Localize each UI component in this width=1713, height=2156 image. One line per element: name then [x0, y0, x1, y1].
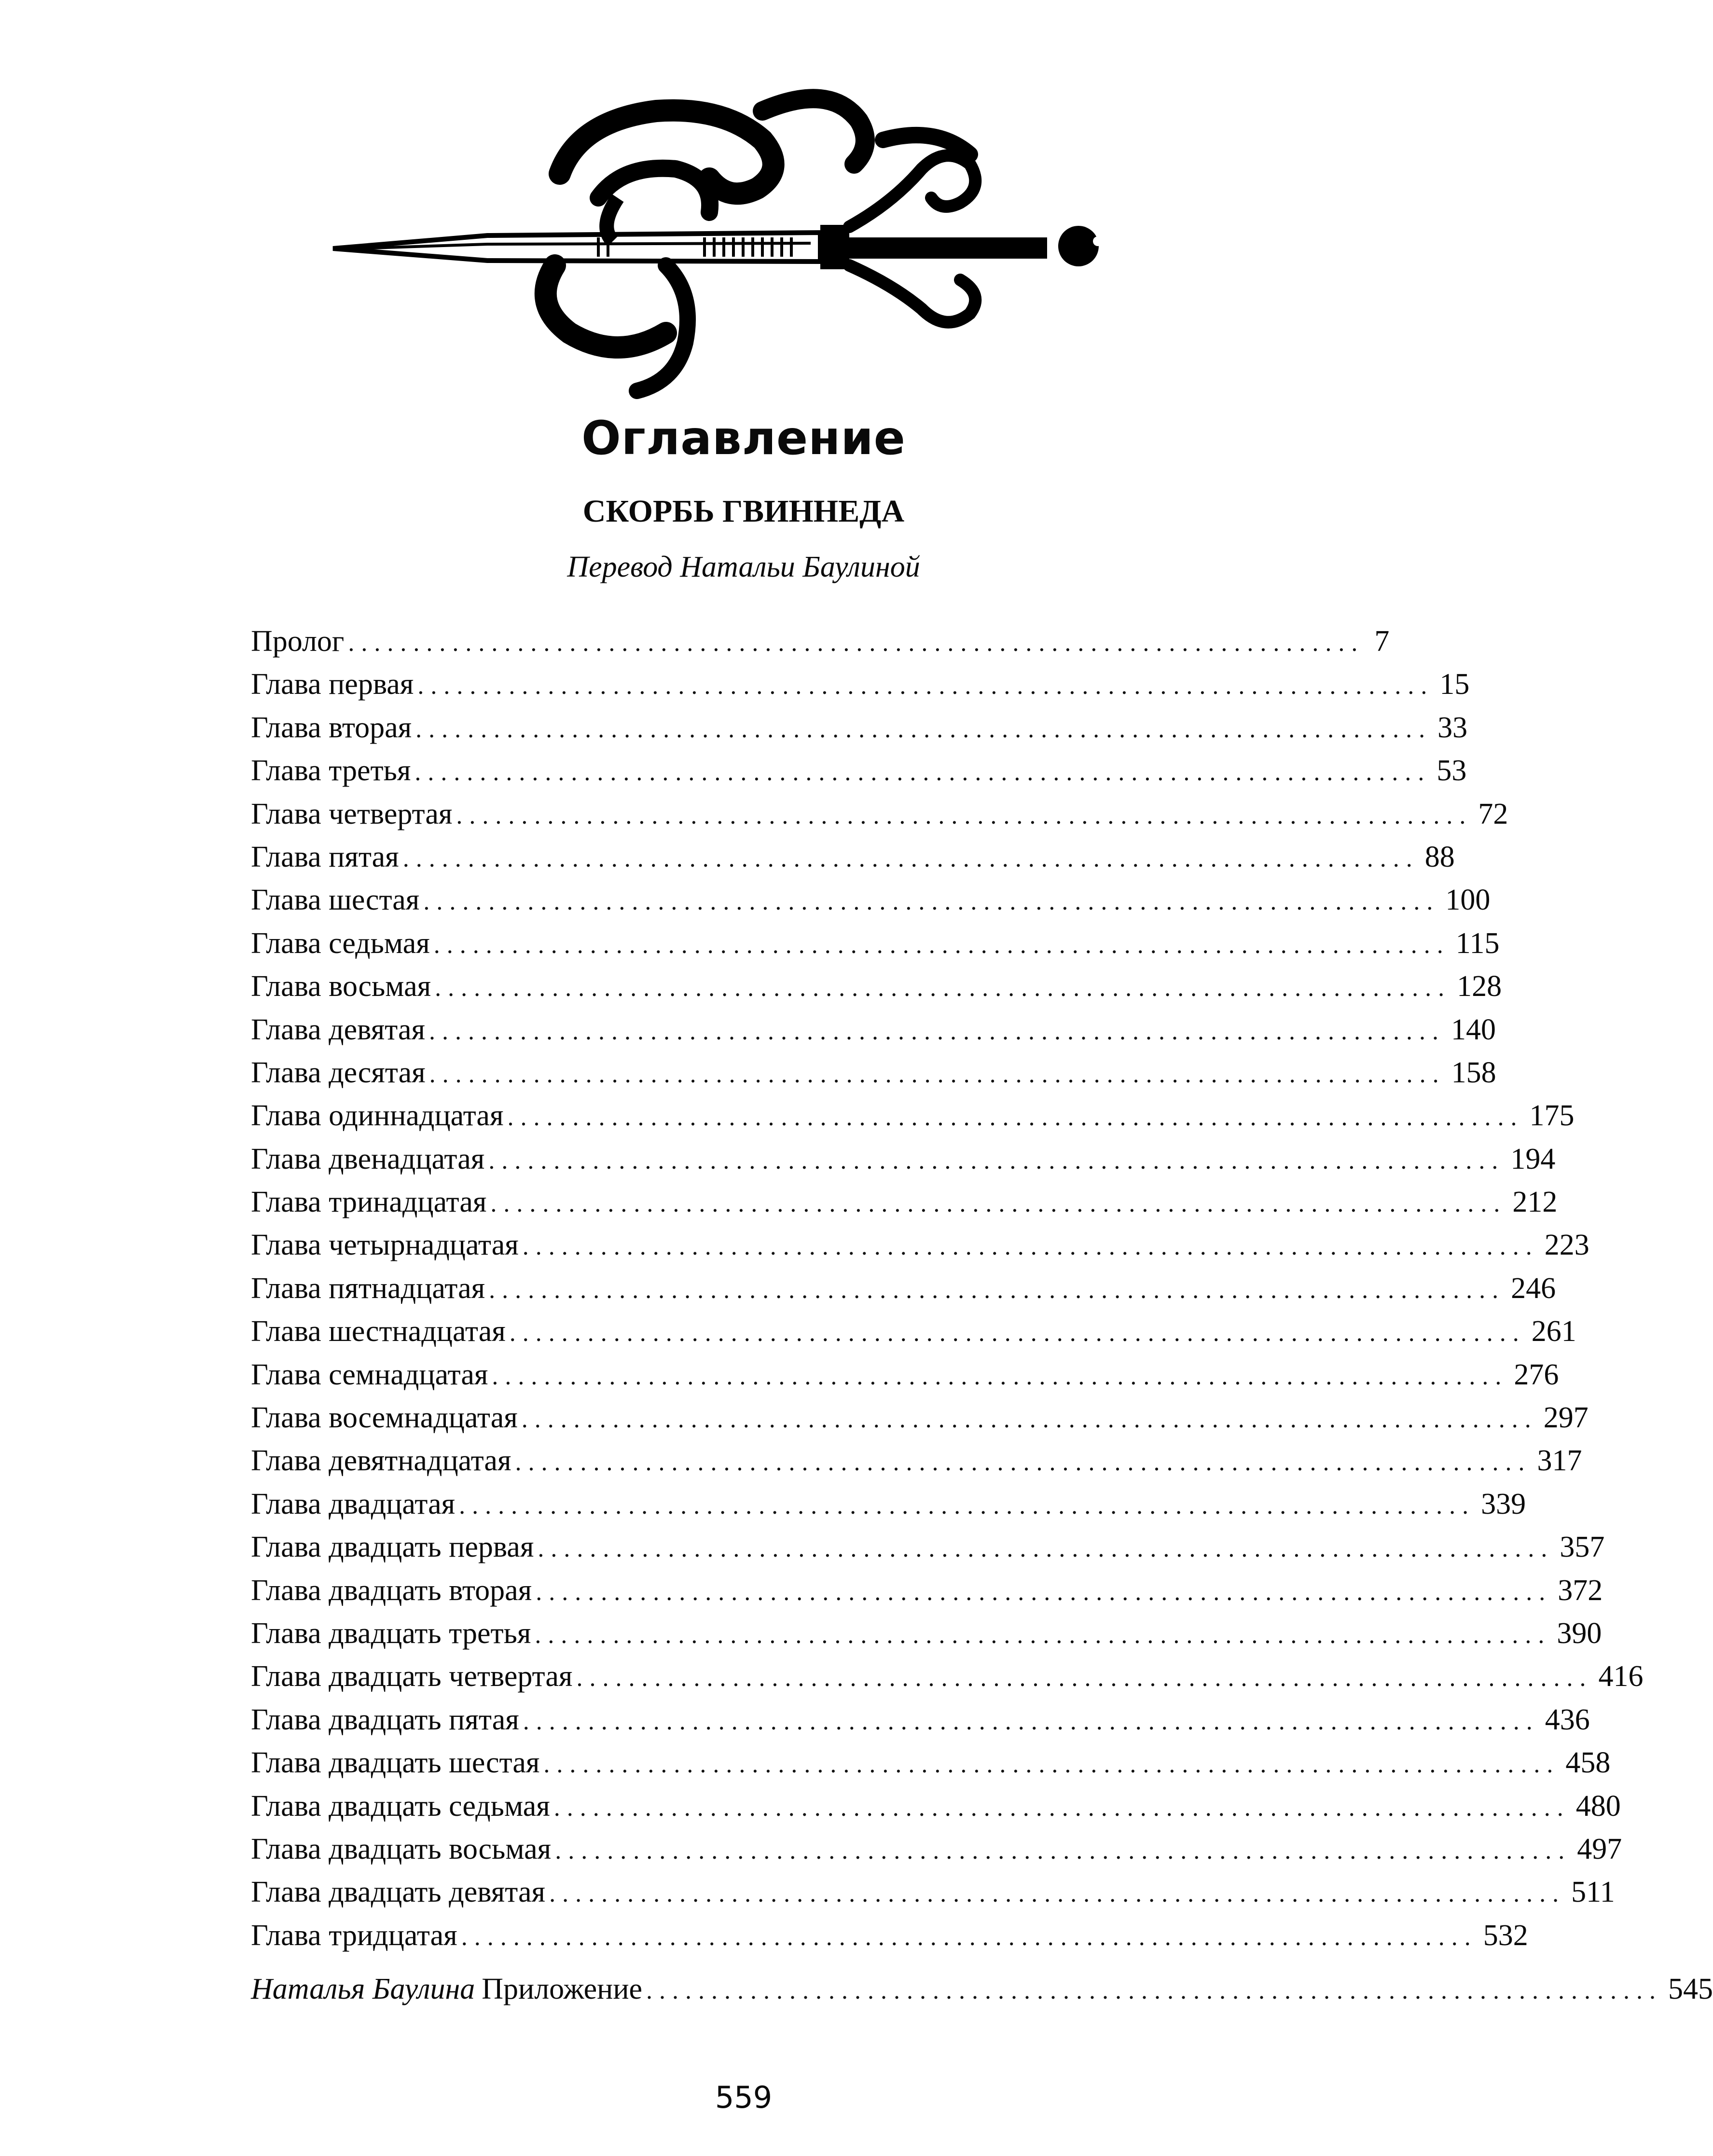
dot-leader: .............................................................................. — [348, 629, 1365, 657]
toc-entry-appendix[interactable] — [251, 1968, 1713, 2011]
toc-entry[interactable] — [251, 1138, 1556, 1181]
toc-entry-page: 100 — [1445, 884, 1491, 917]
toc-entry[interactable] — [251, 1871, 1615, 1914]
toc-entry[interactable] — [251, 965, 1502, 1008]
toc-entry[interactable] — [251, 749, 1467, 792]
toc-entry-label: Глава одиннадцатая — [251, 1099, 504, 1133]
dot-leader: .............................................................................. — [553, 1794, 1570, 1822]
dot-leader: .............................................................................. — [429, 1017, 1446, 1045]
toc-entry[interactable] — [251, 1310, 1576, 1353]
toc-entry[interactable] — [251, 1741, 1611, 1784]
toc-entry-page: 511 — [1571, 1876, 1615, 1909]
dot-leader: .............................................................................. — [489, 1276, 1506, 1304]
toc-entry[interactable] — [251, 1699, 1590, 1741]
toc-entry-page: 261 — [1531, 1315, 1576, 1348]
dot-leader: .............................................................................. — [543, 1751, 1560, 1779]
toc-entry-label: Глава тридцатая — [251, 1919, 457, 1952]
dot-leader: .............................................................................. — [433, 931, 1450, 959]
toc-entry[interactable] — [251, 1612, 1602, 1655]
toc-entry-page: 246 — [1511, 1271, 1556, 1305]
toc-entry-label: Глава третья — [251, 754, 411, 788]
toc-entry-page: 416 — [1598, 1660, 1644, 1693]
toc-entry-label: Глава четырнадцатая — [251, 1229, 519, 1262]
page-number: 559 — [715, 2080, 773, 2115]
toc-entry-label: Глава двадцать третья — [251, 1617, 531, 1650]
dot-leader: .............................................................................. — [456, 802, 1473, 829]
toc-entry-label: Глава пятая — [251, 840, 399, 873]
toc-entry-label: Глава восьмая — [251, 970, 431, 1003]
dot-leader: .............................................................................. — [461, 1923, 1478, 1951]
dot-leader: .............................................................................. — [402, 844, 1419, 872]
toc-entry-label: Глава девятнадцатая — [251, 1444, 511, 1478]
toc-entry[interactable] — [251, 1483, 1526, 1526]
dot-leader: .............................................................................. — [538, 1535, 1554, 1563]
sword-with-swirls-icon — [328, 82, 1158, 420]
dot-leader: .............................................................................. — [490, 1190, 1507, 1218]
toc-entry-label: Глава двенадцатая — [251, 1142, 485, 1175]
toc-entry-page: 212 — [1512, 1186, 1558, 1219]
toc-entry-label: Глава двадцать вторая — [251, 1574, 532, 1607]
toc-entry-page: 15 — [1439, 668, 1470, 701]
toc-entry[interactable] — [251, 1785, 1621, 1828]
toc-entry[interactable] — [251, 1439, 1582, 1482]
toc-entry[interactable] — [251, 836, 1455, 879]
dot-leader: .............................................................................. — [515, 1449, 1532, 1477]
toc-entry[interactable] — [251, 1396, 1589, 1439]
toc-entry-label: Глава двадцать девятая — [251, 1876, 546, 1909]
toc-entry[interactable] — [251, 706, 1468, 749]
toc-entry[interactable] — [251, 1094, 1575, 1137]
dot-leader: .............................................................................. — [549, 1880, 1566, 1908]
toc-entry-label: Глава двадцать восьмая — [251, 1832, 552, 1866]
book-title: СКОРБЬ ГВИННЕДА — [582, 494, 905, 529]
toc-entry-page: 339 — [1481, 1487, 1526, 1520]
dot-leader: .............................................................................. — [415, 715, 1432, 743]
dot-leader: .............................................................................. — [423, 888, 1440, 916]
toc-entry[interactable] — [251, 1051, 1496, 1094]
dot-leader: .............................................................................. — [521, 1406, 1538, 1434]
toc-entry[interactable] — [251, 1569, 1603, 1612]
toc-entry-page: 436 — [1545, 1703, 1590, 1736]
appendix-author: Наталья Баулина — [251, 1973, 475, 2006]
toc-entry-page: 357 — [1560, 1531, 1605, 1564]
toc-entry-page: 223 — [1544, 1229, 1589, 1262]
toc-entry-label: Глава пятнадцатая — [251, 1271, 485, 1305]
toc-entry-label: Глава восемнадцатая — [251, 1401, 518, 1435]
toc-entry[interactable] — [251, 1655, 1644, 1698]
toc-entry-label: Глава первая — [251, 668, 414, 701]
dot-leader: .............................................................................. — [429, 1060, 1446, 1088]
toc-entry-page: 53 — [1437, 754, 1467, 788]
toc-entry[interactable] — [251, 663, 1470, 706]
toc-entry-label: Глава двадцатая — [251, 1487, 456, 1520]
dot-leader: .............................................................................. — [509, 1319, 1526, 1347]
toc-entry-page: 140 — [1451, 1013, 1496, 1046]
toc-entry-label: Глава тринадцатая — [251, 1186, 487, 1219]
toc-entry-page: 276 — [1514, 1358, 1559, 1391]
dot-leader: .............................................................................. — [414, 759, 1431, 787]
dot-leader: .............................................................................. — [435, 974, 1451, 1002]
toc-entry-page: 390 — [1557, 1617, 1602, 1650]
toc-entry-label: Глава четвертая — [251, 797, 453, 830]
toc-entry[interactable] — [251, 1009, 1496, 1051]
dot-leader: .............................................................................. — [459, 1492, 1476, 1520]
toc-entry[interactable] — [251, 793, 1508, 836]
toc-entry-page: 372 — [1558, 1574, 1603, 1607]
dot-leader: .............................................................................. — [646, 1977, 1663, 2005]
toc-entry-page: 297 — [1543, 1401, 1589, 1435]
toc-entry-page: 497 — [1577, 1832, 1622, 1866]
toc-entry[interactable] — [251, 1914, 1528, 1957]
toc-entry-label: Глава двадцать первая — [251, 1531, 534, 1564]
dot-leader: .............................................................................. — [576, 1664, 1593, 1692]
toc-entry[interactable] — [251, 879, 1491, 922]
toc-entry[interactable] — [251, 1526, 1605, 1569]
appendix-label: Приложение — [482, 1973, 643, 2006]
dot-leader: .............................................................................. — [417, 672, 1434, 700]
dot-leader: .............................................................................. — [555, 1837, 1572, 1865]
toc-entry-label: Глава седьмая — [251, 926, 430, 960]
toc-entry-page: 158 — [1451, 1056, 1496, 1089]
toc-entry-page: 458 — [1565, 1746, 1611, 1780]
toc-entry-label: Глава шестая — [251, 884, 420, 917]
toc-entry-label: Глава шестнадцатая — [251, 1315, 506, 1348]
page-title: Оглавление — [581, 411, 906, 465]
appendix-page: 545 — [1668, 1973, 1713, 2006]
toc-entry-page: 72 — [1478, 797, 1508, 830]
toc-entry-label: Глава двадцать пятая — [251, 1703, 519, 1736]
toc-entry-page: 317 — [1537, 1444, 1582, 1478]
toc-entry-label: Глава двадцать седьмая — [251, 1789, 550, 1823]
toc-entry[interactable] — [251, 1828, 1622, 1871]
dot-leader: .............................................................................. — [507, 1104, 1524, 1132]
toc-entry-label: Глава десятая — [251, 1056, 426, 1089]
toc-entry[interactable] — [251, 922, 1500, 965]
toc-entry-label: Глава девятая — [251, 1013, 426, 1046]
table-of-contents — [251, 620, 1713, 2011]
toc-entry-page: 175 — [1529, 1099, 1575, 1133]
toc-entry-label: Пролог — [251, 625, 345, 658]
toc-entry-page: 194 — [1510, 1142, 1556, 1175]
toc-entry-label: Глава вторая — [251, 711, 412, 744]
toc-entry[interactable] — [251, 1181, 1558, 1224]
translator-credit: Перевод Натальи Баулиной — [567, 551, 920, 583]
dot-leader: .............................................................................. — [492, 1362, 1508, 1390]
toc-entry-label: Глава двадцать шестая — [251, 1746, 540, 1780]
toc-entry-page: 7 — [1374, 625, 1390, 658]
dot-leader: .............................................................................. — [488, 1147, 1505, 1175]
toc-entry-page: 532 — [1483, 1919, 1528, 1952]
dot-leader: .............................................................................. — [522, 1233, 1539, 1261]
toc-entry-page: 128 — [1457, 970, 1502, 1003]
dot-leader: .............................................................................. — [535, 1621, 1551, 1649]
toc-entry-label: Глава семнадцатая — [251, 1358, 488, 1391]
dot-leader: .............................................................................. — [536, 1578, 1552, 1606]
toc-entry[interactable] — [251, 1354, 1559, 1396]
toc-entry[interactable] — [251, 620, 1390, 663]
toc-entry-page: 33 — [1437, 711, 1468, 744]
toc-entry[interactable] — [251, 1267, 1556, 1310]
toc-entry-page: 480 — [1575, 1789, 1621, 1823]
toc-entry-label: Глава двадцать четвертая — [251, 1660, 573, 1693]
toc-entry-page: 115 — [1455, 926, 1500, 960]
toc-entry-page: 88 — [1424, 840, 1455, 873]
dot-leader: .............................................................................. — [523, 1707, 1539, 1735]
toc-entry[interactable] — [251, 1224, 1589, 1267]
